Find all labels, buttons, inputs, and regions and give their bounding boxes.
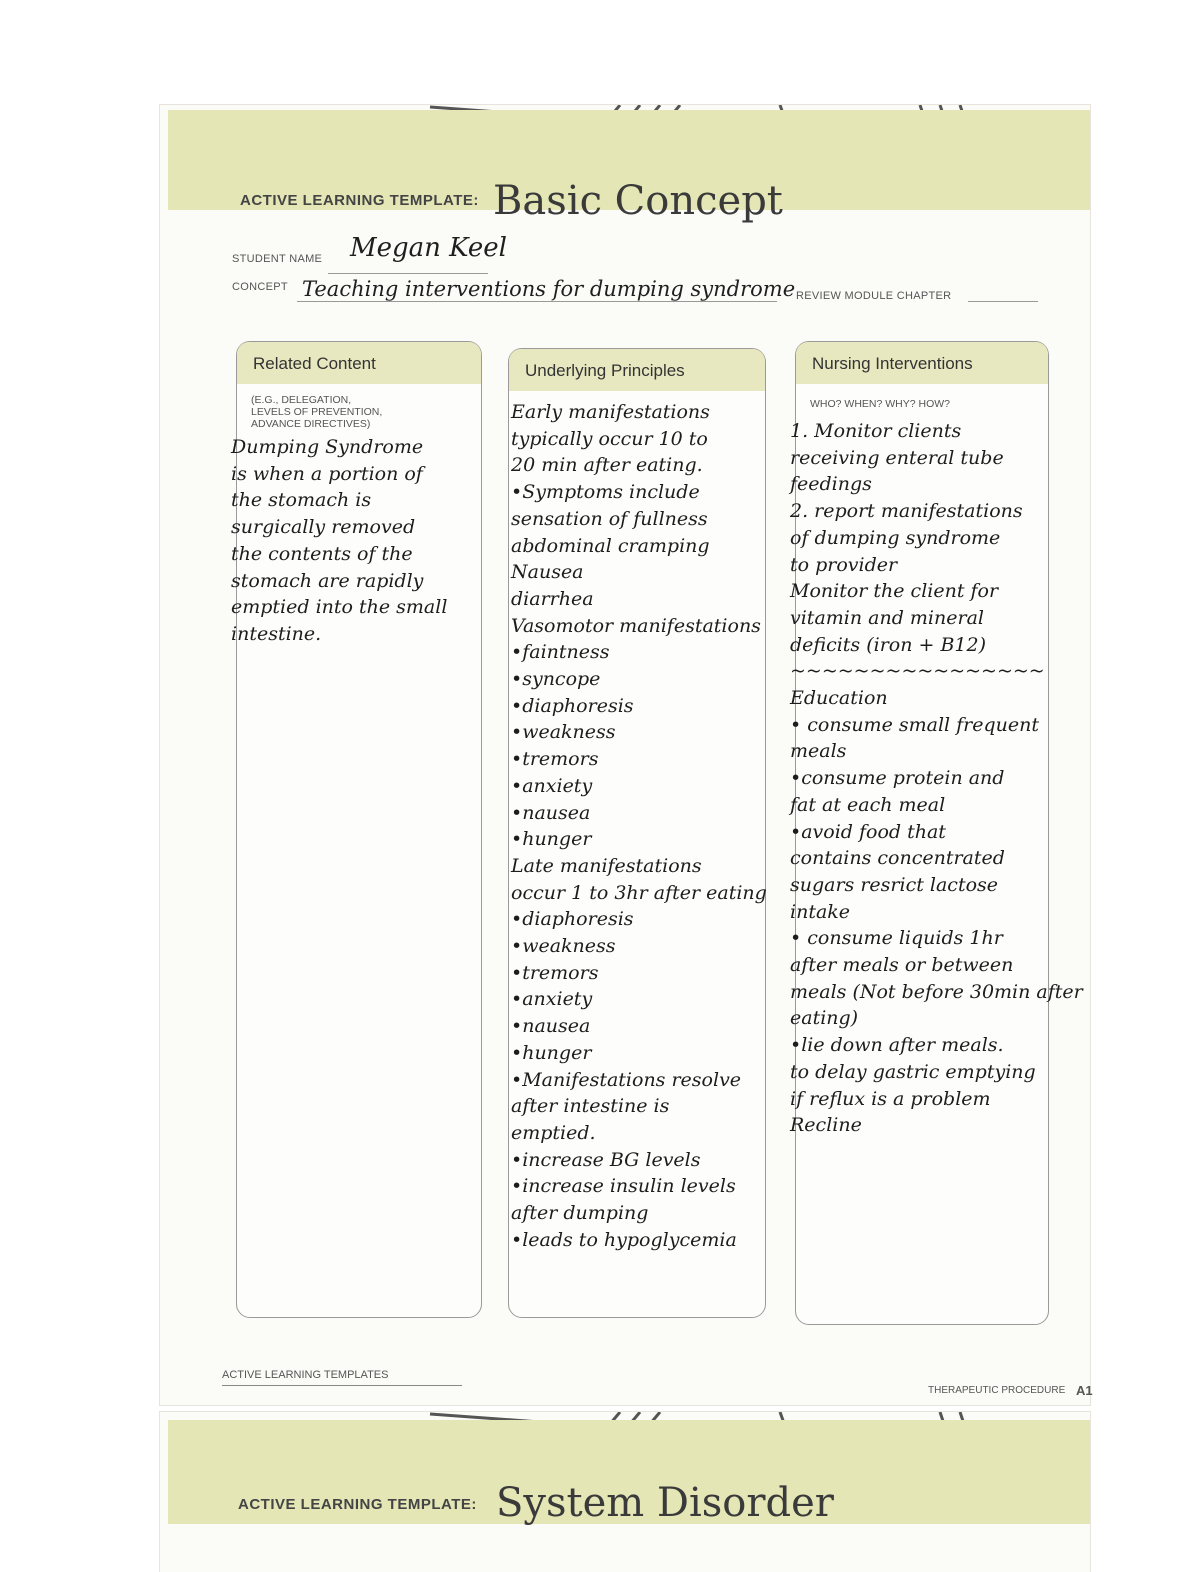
note-line: after dumping [511, 1202, 649, 1225]
template-page-basic-concept [160, 105, 1093, 1405]
note-line: •faintness [511, 641, 610, 664]
note-line: •anxiety [511, 774, 593, 797]
note-line: the stomach is [231, 489, 372, 512]
note-line: vitamin and mineral [790, 606, 984, 629]
note-line: emptied into the small [231, 596, 448, 619]
note-line: after intestine is [511, 1095, 670, 1118]
note-line: •Symptoms include [511, 481, 700, 504]
note-line: sugars resrict lactose [790, 873, 999, 896]
note-line: if reflux is a problem [790, 1087, 991, 1110]
note-line: of dumping syndrome [790, 526, 1001, 549]
note-line: surgically removed [231, 516, 416, 539]
note-line: to delay gastric emptying [790, 1060, 1036, 1083]
note-line: Dumping Syndrome [231, 436, 424, 458]
note-line: typically occur 10 to [511, 427, 708, 450]
subtitle-line: LEVELS OF PREVENTION, [251, 406, 383, 418]
note-line: the contents of the [231, 542, 413, 565]
handwritten-notes [231, 434, 477, 648]
note-line: •hunger [511, 1041, 592, 1064]
note-line: intake [790, 900, 851, 923]
note-line: meals (Not before 30min after [790, 980, 1083, 1003]
template-label: ACTIVE LEARNING TEMPLATE: [238, 1496, 477, 1513]
template-title: Basic Concept [493, 178, 783, 224]
column-subtitle [251, 394, 382, 430]
note-line: after meals or between [790, 954, 1014, 977]
note-line: stomach are rapidly [231, 569, 424, 592]
note-line: occur 1 to 3hr after eating [511, 881, 767, 904]
note-line: is when a portion of [231, 462, 423, 485]
handwritten-notes [790, 418, 1083, 1139]
note-line: •diaphoresis [511, 694, 634, 717]
concept-label: CONCEPT [232, 281, 288, 293]
note-line: fat at each meal [790, 793, 946, 816]
note-line: eating) [790, 1007, 859, 1030]
student-name-value: Megan Keel [350, 233, 507, 263]
note-line: feedings [790, 473, 872, 496]
note-line: •increase insulin levels [511, 1175, 736, 1198]
column-header [796, 342, 1048, 384]
column-title: Nursing Interventions [812, 354, 973, 373]
review-module-label: REVIEW MODULE CHAPTER [796, 290, 952, 302]
note-line: •increase BG levels [511, 1148, 701, 1171]
template-label: ACTIVE LEARNING TEMPLATE: [240, 192, 479, 209]
note-line: Recline [790, 1114, 862, 1137]
column-subtitle [810, 398, 950, 410]
note-line: Vasomotor manifestations [511, 614, 761, 637]
note-line: diarrhea [511, 587, 594, 610]
note-line: •hunger [511, 828, 592, 851]
handwritten-notes [511, 399, 767, 1254]
template-header-band [168, 1420, 1090, 1524]
column-header [509, 349, 765, 391]
subtitle-line: ADVANCE DIRECTIVES) [251, 418, 371, 430]
note-line: •weakness [511, 721, 616, 744]
note-line: ~~~~~~~~~~~~~~~~ [790, 660, 1045, 683]
template-header-band [168, 110, 1090, 224]
column-header [237, 342, 481, 384]
note-line: •weakness [511, 935, 616, 958]
related-content-column [231, 341, 482, 1318]
review-module-line [968, 301, 1038, 302]
note-line: •syncope [511, 668, 601, 691]
concept-value: Teaching interventions for dumping syndrome [302, 277, 796, 301]
template-title: System Disorder [496, 1480, 834, 1526]
note-line: 20 min after eating. [511, 454, 703, 477]
note-line: •Manifestations resolve [511, 1068, 742, 1091]
note-line: receiving enteral tube [790, 446, 1004, 469]
concept-line [297, 301, 777, 302]
note-line: •anxiety [511, 988, 593, 1011]
note-line: Monitor the client for [790, 580, 999, 603]
note-line: sensation of fullness [511, 507, 708, 530]
nursing-interventions-column [790, 341, 1083, 1325]
footer-right: THERAPEUTIC PROCEDURE [928, 1385, 1066, 1396]
note-line: deficits (iron + B12) [790, 633, 987, 656]
underlying-principles-column [508, 348, 766, 1318]
note-line: •tremors [511, 961, 599, 984]
subtitle-line: WHO? WHEN? WHY? HOW? [810, 398, 951, 410]
subtitle-line: (E.G., DELEGATION, [251, 394, 352, 406]
note-line: Late manifestations [511, 854, 702, 877]
note-line: •diaphoresis [511, 908, 634, 931]
column-title: Related Content [253, 354, 376, 373]
student-name-line [328, 273, 488, 274]
note-line: Education [790, 687, 888, 710]
note-line: contains concentrated [790, 847, 1005, 870]
note-line: •leads to hypoglycemia [511, 1228, 737, 1251]
note-line: intestine. [231, 622, 322, 645]
note-line: •tremors [511, 748, 599, 771]
note-line: abdominal cramping [511, 534, 710, 557]
footer-rule [222, 1385, 462, 1386]
note-line: meals [790, 740, 847, 763]
footer-left: ACTIVE LEARNING TEMPLATES [222, 1369, 389, 1381]
template-page-system-disorder [160, 1412, 1090, 1572]
note-line: •nausea [511, 801, 591, 824]
note-line: • consume liquids 1hr [790, 927, 1003, 950]
note-line: Early manifestations [511, 401, 710, 423]
note-line: •avoid food that [790, 820, 946, 843]
note-line: • consume small frequent [790, 713, 1040, 736]
note-line: Nausea [511, 561, 584, 584]
student-name-label: STUDENT NAME [232, 253, 323, 265]
note-line: •consume protein and [790, 767, 1005, 790]
note-line: to provider [790, 553, 898, 576]
note-line: emptied. [511, 1121, 596, 1144]
column-title: Underlying Principles [525, 361, 685, 380]
page-number: A1 [1076, 1383, 1093, 1398]
note-line: •lie down after meals. [790, 1034, 1004, 1057]
note-line: 2. report manifestations [790, 500, 1023, 523]
note-line: 1. Monitor clients [790, 420, 962, 442]
note-line: •nausea [511, 1015, 591, 1038]
